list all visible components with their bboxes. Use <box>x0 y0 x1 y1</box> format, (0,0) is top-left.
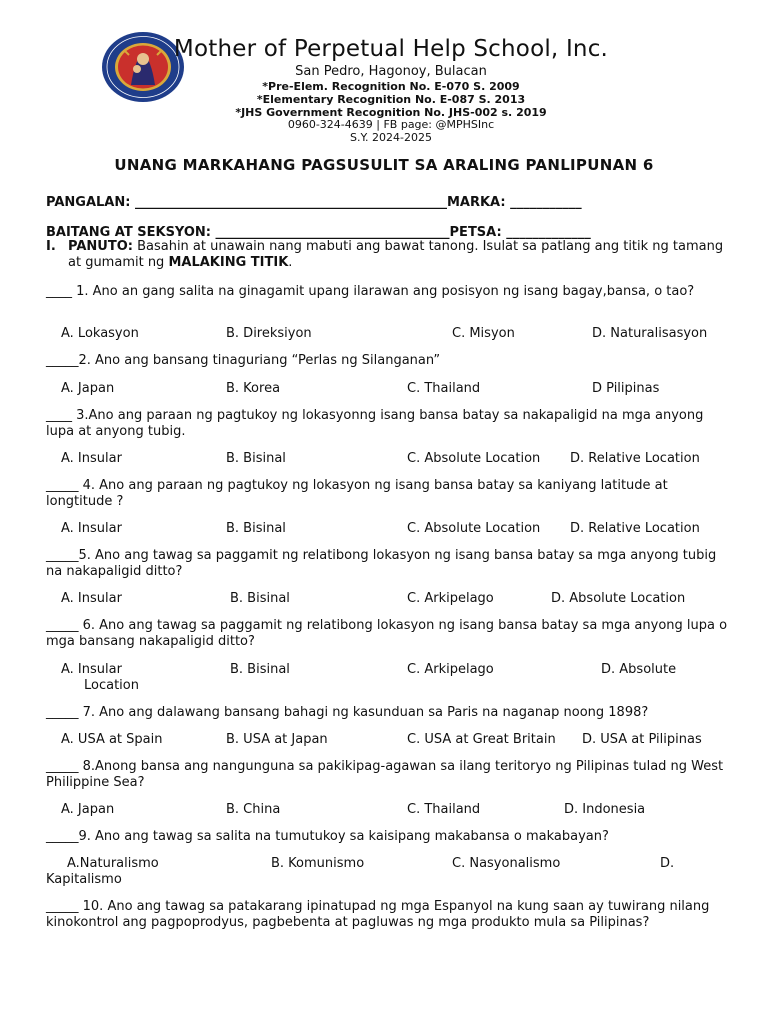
q7-option-d: D. USA at Pilipinas <box>582 732 702 747</box>
q3-option-d: D. Relative Location <box>570 451 700 466</box>
q5-option-d: D. Absolute Location <box>551 591 686 606</box>
q7-option-c: C. USA at Great Britain <box>407 732 556 747</box>
recognition-pre-elem: *Pre-Elem. Recognition No. E-070 S. 2009 <box>262 80 520 93</box>
q4-option-d: D. Relative Location <box>570 521 700 536</box>
q1-option-a: A. Lokasyon <box>61 326 139 341</box>
q6-option-b: B. Bisinal <box>230 662 290 677</box>
q1-option-d: D. Naturalisasyon <box>592 326 708 341</box>
q4-option-b: B. Bisinal <box>226 521 286 536</box>
question-7: _____ 7. Ano ang dalawang bansang bahagi ng kasunduan sa Paris na naganap noong 1898? <box>46 705 649 720</box>
q6-option-d: D. Absolute <box>601 662 677 677</box>
instructions-text: Basahin at unawain nang mabuti ang bawat tanong. Isulat sa patlang ang titik ng tamang at gumamit ng <box>68 239 724 270</box>
school-year: S.Y. 2024-2025 <box>350 131 432 144</box>
question-5: _____5. Ano ang tawag sa paggamit ng relatibong lokasyon ng isang bansa batay sa mga anyong tubig na nakapaligid ditto? <box>46 548 717 579</box>
q9-option-a: A.Naturalismo <box>67 856 159 871</box>
q9-option-d: D. <box>660 856 675 871</box>
instructions: I. PANUTO: Basahin at unawain nang mabuti ang bawat tanong. Isulat sa patlang ang titik ng tamang at gumamit ng MALAKING TITIK. <box>46 239 724 270</box>
q5-option-b: B. Bisinal <box>230 591 290 606</box>
question-3: ____ 3.Ano ang paraan ng pagtukoy ng lokasyonng isang bansa batay sa nakapaligid na mga anyong lupa at anyong tubig. <box>46 408 704 439</box>
q5-option-a: A. Insular <box>61 591 122 606</box>
q8-option-c: C. Thailand <box>407 802 481 817</box>
q8-option-a: A. Japan <box>61 802 115 817</box>
exam-title: UNANG MARKAHANG PAGSUSULIT SA ARALING PANLIPUNAN 6 <box>114 156 654 174</box>
section-date-field: BAITANG AT SEKSYON: ____________________________________PETSA: _____________ <box>46 225 591 240</box>
q1-option-b: B. Direksiyon <box>226 326 312 341</box>
q2-option-b: B. Korea <box>226 381 281 396</box>
q9-option-c: C. Nasyonalismo <box>452 856 561 871</box>
q3-option-c: C. Absolute Location <box>407 451 541 466</box>
q4-option-a: A. Insular <box>61 521 122 536</box>
q6-option-a: A. Insular <box>61 662 122 677</box>
q8-option-d: D. Indonesia <box>564 802 646 817</box>
recognition-jhs: *JHS Government Recognition No. JHS-002 s. 2019 <box>235 106 547 119</box>
q2-option-c: C. Thailand <box>407 381 481 396</box>
question-4: _____ 4. Ano ang paraan ng pagtukoy ng lokasyon ng isang bansa batay sa kaniyang latitude at longtitude ? <box>46 478 668 509</box>
q2-option-d: D Pilipinas <box>592 381 660 396</box>
q9-option-b: B. Komunismo <box>271 856 365 871</box>
q6-option-c: C. Arkipelago <box>407 662 494 677</box>
section-number: I. <box>46 239 56 254</box>
question-9: _____9. Ano ang tawag sa salita na tumutukoy sa kaisipang makabansa o makabayan? <box>46 829 609 844</box>
q7-option-b: B. USA at Japan <box>226 732 328 747</box>
q3-option-b: B. Bisinal <box>226 451 286 466</box>
question-1: ____ 1. Ano an gang salita na ginagamit upang ilarawan ang posisyon ng isang bagay,bansa, o tao? <box>46 284 695 299</box>
question-10: _____ 10. Ano ang tawag sa patakarang ipinatupad ng mga Espanyol na kung saan ay tuwirang nilang kinokontrol ang pagpoprodyus, pagbebenta at pagluwas ng mga produkto mula sa Pilipinas? <box>46 899 710 930</box>
q5-option-c: C. Arkipelago <box>407 591 494 606</box>
q3-option-a: A. Insular <box>61 451 122 466</box>
q6-option-a-continued: Location <box>84 678 139 693</box>
q4-option-c: C. Absolute Location <box>407 521 541 536</box>
school-contact: 0960-324-4639 | FB page: @MPHSInc <box>287 118 495 131</box>
instructions-emphasis: MALAKING TITIK <box>168 255 289 270</box>
school-address: San Pedro, Hagonoy, Bulacan <box>295 64 487 79</box>
q2-option-a: A. Japan <box>61 381 115 396</box>
question-8: _____ 8.Anong bansa ang nangunguna sa pakikipag-agawan sa ilang teritoryo ng Pilipinas tulad ng West Philippine Sea? <box>46 759 724 790</box>
q8-option-b: B. China <box>226 802 281 817</box>
q9-option-d-continued: Kapitalismo <box>46 872 122 887</box>
recognition-elementary: *Elementary Recognition No. E-087 S. 2013 <box>256 93 526 106</box>
question-6: _____ 6. Ano ang tawag sa paggamit ng relatibong lokasyon ng isang bansa batay sa mga anyong lupa o mga bansang nakapaligid ditto? <box>46 618 728 649</box>
question-2: _____2. Ano ang bansang tinaguriang “Perlas ng Silanganan” <box>46 353 441 368</box>
name-score-field: PANGALAN: ________________________________________________MARKA: ___________ <box>46 195 582 210</box>
q1-option-c: C. Misyon <box>452 326 515 341</box>
q7-option-a: A. USA at Spain <box>61 732 163 747</box>
school-name: Mother of Perpetual Help School, Inc. <box>173 36 609 62</box>
instructions-label: PANUTO: <box>68 239 133 254</box>
